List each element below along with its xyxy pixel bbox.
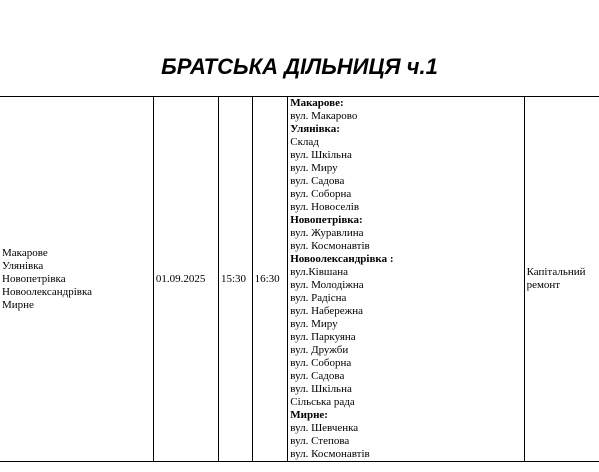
street-item: вул.Ківшана bbox=[290, 266, 349, 278]
end-time-cell: 16:30 bbox=[252, 97, 288, 462]
street-item: Склад bbox=[290, 136, 319, 148]
street-item: Сільська рада bbox=[290, 396, 355, 408]
street-item: вул. Миру bbox=[290, 162, 338, 174]
settlement-name: Мирне bbox=[2, 298, 34, 311]
settlement-name: Новоолександрівка bbox=[2, 285, 93, 298]
group-heading: Мирне: bbox=[290, 409, 328, 421]
start-time-cell: 15:30 bbox=[219, 97, 253, 462]
street-item: вул. Шкільна bbox=[290, 383, 352, 395]
date-cell: 01.09.2025 bbox=[153, 97, 218, 462]
street-item: вул. Соборна bbox=[290, 357, 352, 369]
street-item: вул. Космонавтів bbox=[290, 240, 370, 252]
street-item: вул. Журавлина bbox=[290, 227, 364, 239]
group-heading: Макарове: bbox=[290, 97, 344, 109]
group-heading: Новоолександрівка : bbox=[290, 253, 394, 265]
group-heading: Новопетрівка: bbox=[290, 214, 363, 226]
reason-cell bbox=[524, 97, 599, 462]
street-item: вул. Радісна bbox=[290, 292, 347, 304]
street-item: вул. Набережна bbox=[290, 305, 363, 317]
street-item: вул. Шевченка bbox=[290, 422, 359, 434]
outage-table bbox=[0, 96, 599, 462]
street-item: вул. Паркуяна bbox=[290, 331, 356, 343]
street-item: вул. Новоселів bbox=[290, 201, 360, 213]
street-item: вул. Садова bbox=[290, 175, 345, 187]
street-item: вул. Степова bbox=[290, 435, 350, 447]
street-item: вул. Соборна bbox=[290, 188, 352, 200]
streets-cell bbox=[288, 97, 524, 462]
street-item: вул. Садова bbox=[290, 370, 345, 382]
street-item: вул. Космонавтів bbox=[290, 448, 370, 460]
street-item: вул. Шкільна bbox=[290, 149, 352, 161]
reason-text: Капітальний bbox=[526, 266, 586, 278]
table-row bbox=[0, 97, 599, 462]
settlement-name: Новопетрівка bbox=[2, 272, 66, 285]
settlement-name: Улянівка bbox=[2, 259, 44, 272]
settlement-name: Макарове bbox=[2, 246, 48, 259]
street-item: вул. Молодіжна bbox=[290, 279, 364, 291]
street-item: вул. Дружби bbox=[290, 344, 349, 356]
street-item: вул. Миру bbox=[290, 318, 338, 330]
street-item: вул. Макарово bbox=[290, 110, 358, 122]
reason-text: ремонт bbox=[526, 279, 561, 291]
page-title: БРАТСЬКА ДІЛЬНИЦЯ ч.1 bbox=[161, 54, 438, 79]
settlements-cell bbox=[0, 97, 153, 462]
group-heading: Улянівка: bbox=[290, 123, 340, 135]
